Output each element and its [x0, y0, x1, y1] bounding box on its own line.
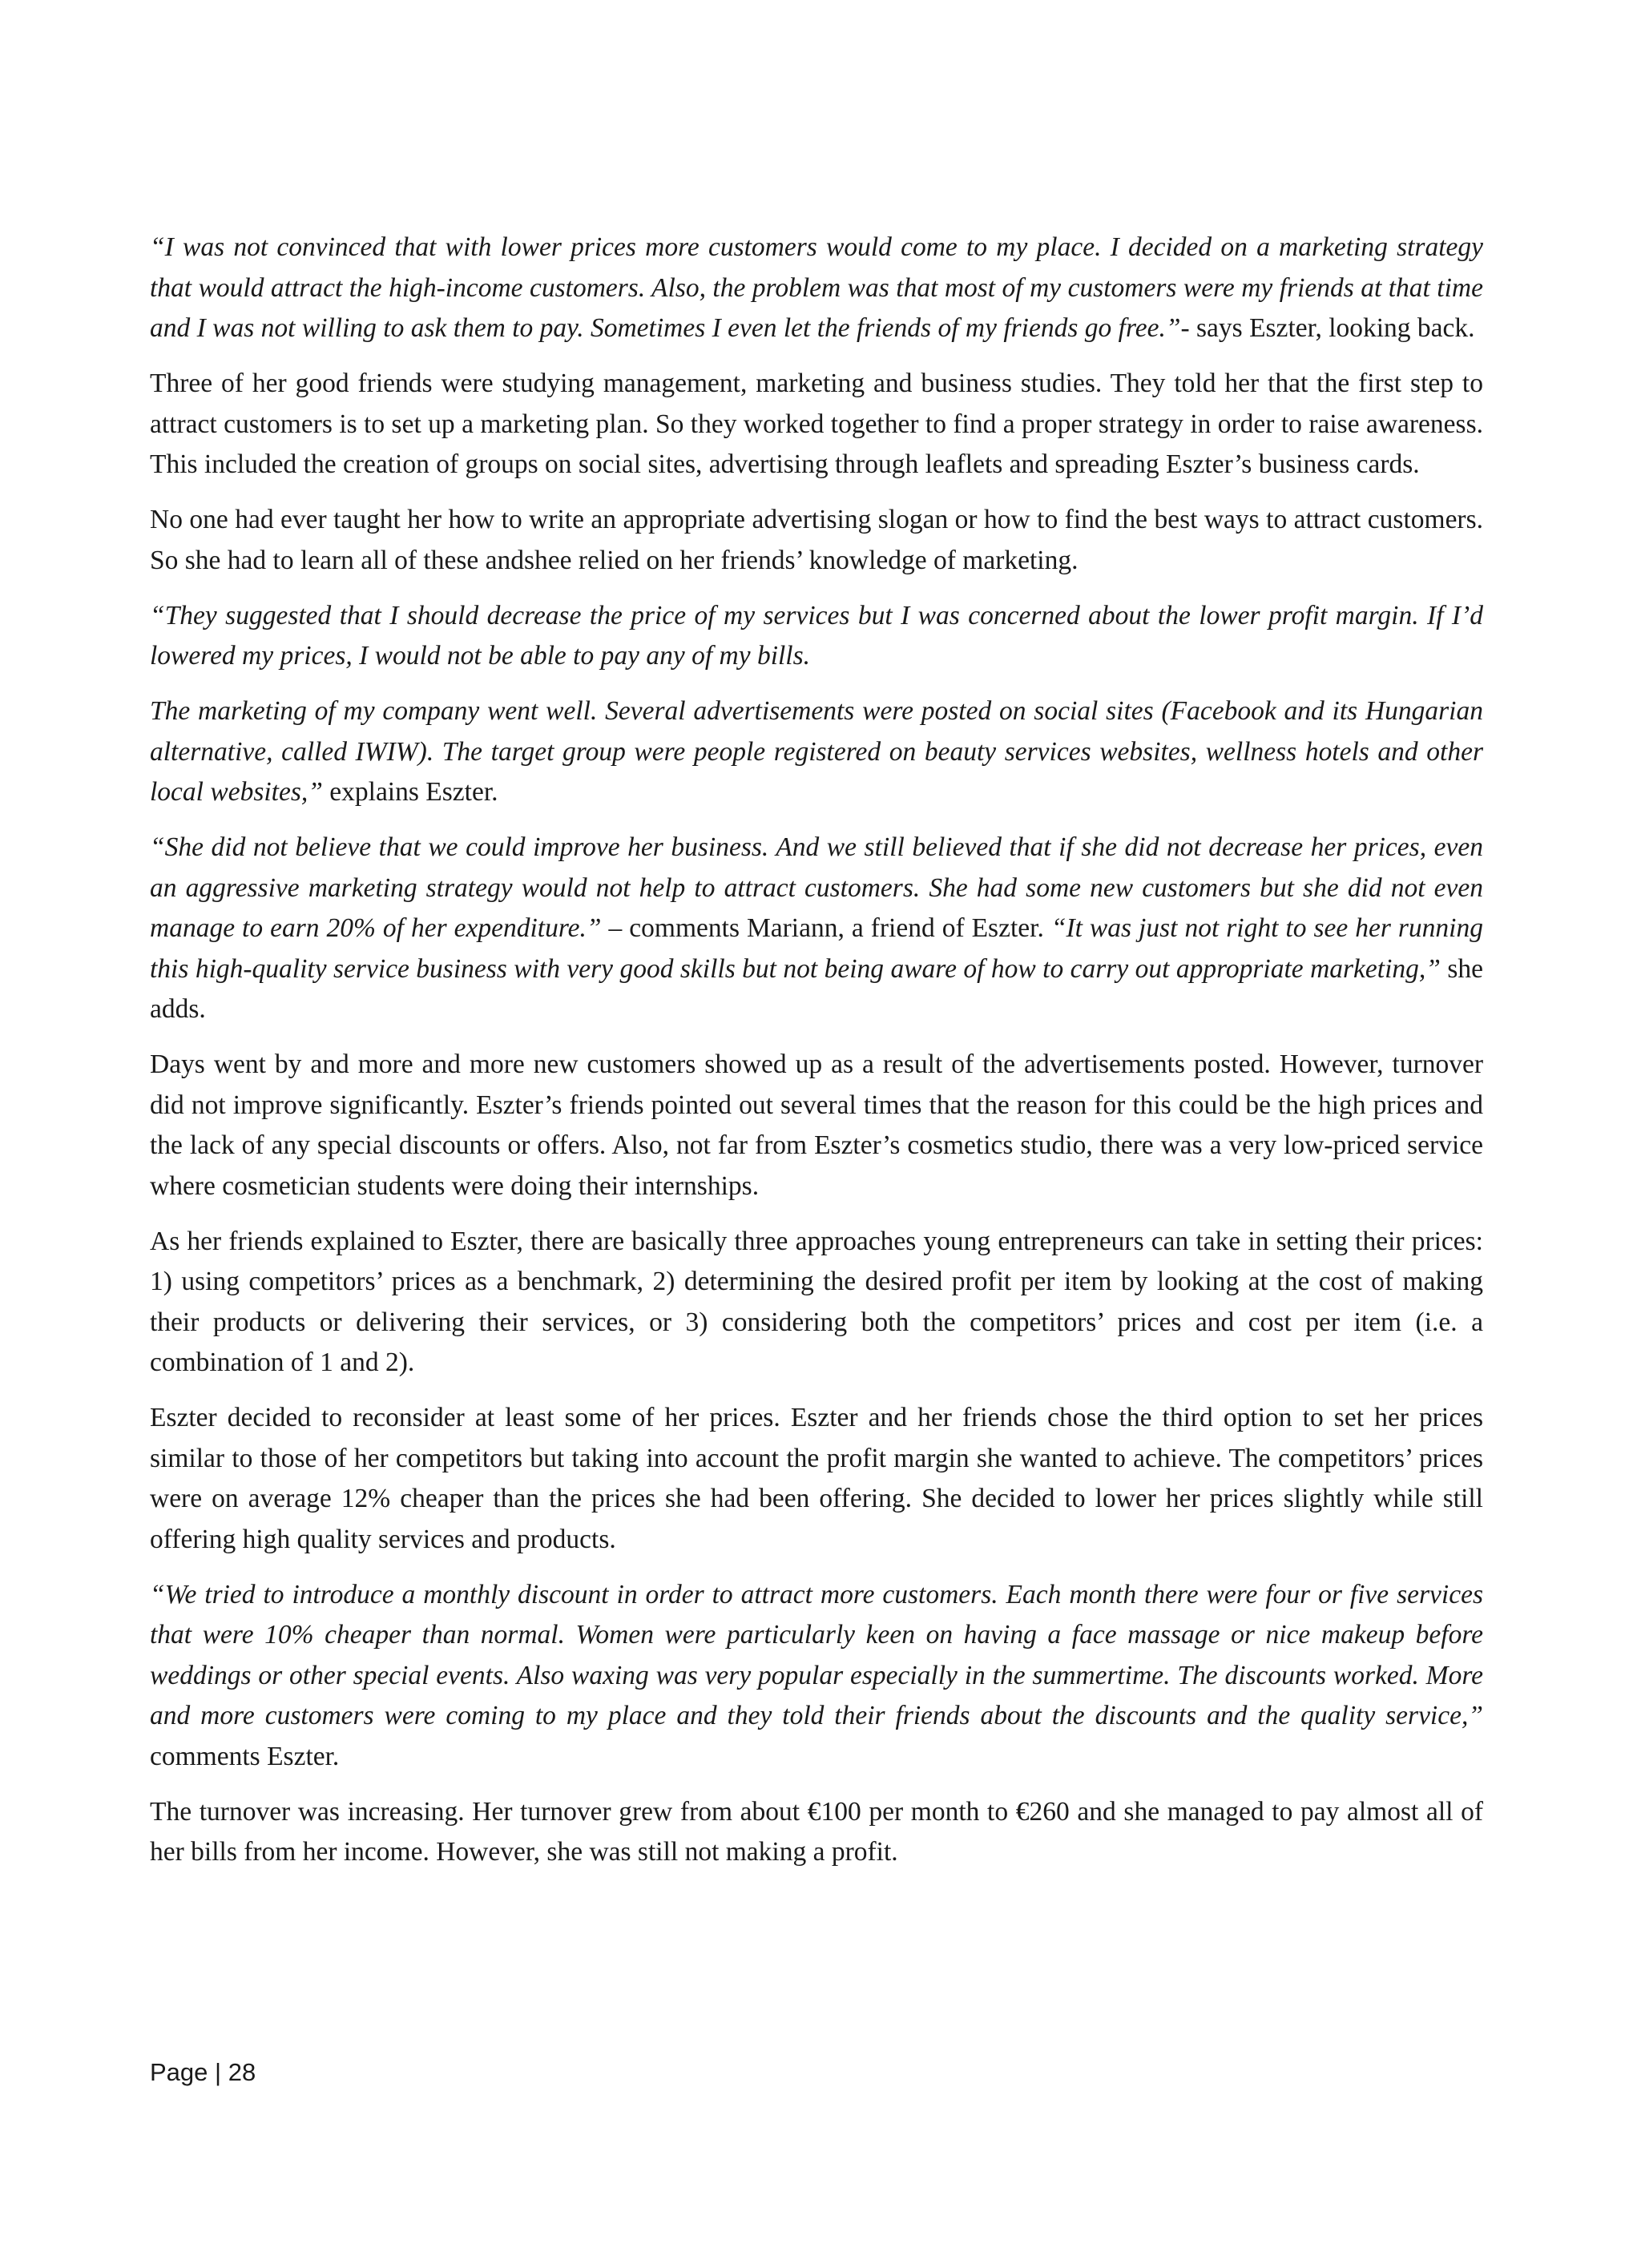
narration-text: Eszter decided to reconsider at least some of her prices. Eszter and her friends chose the third option to set her prices similar to those of her competitors but taking into account the profit margin she wanted to achieve. The competitors’ prices were on average 12% cheaper than the prices she had been offering. She decided to lower her prices slightly while still offering high quality services and products. [150, 1403, 1483, 1554]
narration-text: - says Eszter, looking back. [1180, 313, 1475, 343]
paragraph-1 [150, 228, 1483, 349]
paragraph-4 [150, 596, 1483, 677]
narration-text: – comments Mariann, a friend of Eszter. [601, 913, 1051, 943]
quote-text: “I was not convinced that with lower prices more customers would come to my place. I decided on a marketing strategy that would attract the high-income customers. Also, the problem was that most of my customers were my friends at that time and I was not willing to ask them to pay. Sometimes I even let the friends of my friends go free.” [150, 232, 1483, 343]
narration-text: she adds. [150, 953, 1484, 1024]
narration-text: The turnover was increasing. Her turnover grew from about €100 per month to €260 and she managed to pay almost all of her bills from her income. However, she was still not making a profit. [150, 1796, 1483, 1867]
quote-text: “It was just not right to see her running this high-quality service business with very good skills but not being aware of how to carry out appropriate marketing,” [150, 913, 1483, 984]
paragraph-8 [150, 1222, 1483, 1384]
page-footer [150, 2057, 256, 2089]
body-text [150, 228, 1483, 1887]
narration-text: comments Eszter. [150, 1741, 340, 1771]
page-label: Page [150, 2058, 208, 2086]
narration-text: Days went by and more and more new customers showed up as a result of the advertisements posted. However, turnover did not improve significantly. Eszter’s friends pointed out several times that the reason for this could be the high prices and the lack of any special discounts or offers. Also, not far from Eszter’s cosmetics studio, there was a very low-priced service where cosmetician students were doing their internships. [150, 1049, 1483, 1201]
quote-text: “They suggested that I should decrease the price of my services but I was concerned about the lower profit margin. If I’d lowered my prices, I would not be able to pay any of my bills. [150, 600, 1483, 671]
narration-text: explains Eszter. [322, 777, 498, 807]
paragraph-9 [150, 1398, 1483, 1560]
narration-text: Three of her good friends were studying management, marketing and business studies. They told her that the first step to attract customers is to set up a marketing plan. So they worked together to find a proper strategy in order to raise awareness. This included the creation of groups on social sites, advertising through leaflets and spreading Eszter’s business cards. [150, 369, 1483, 479]
paragraph-11 [150, 1792, 1483, 1873]
paragraph-5 [150, 691, 1483, 813]
page-number: 28 [228, 2058, 256, 2086]
page-separator: | [215, 2058, 222, 2086]
quote-text: “We tried to introduce a monthly discount in order to attract more customers. Each month there were four or five services that were 10% cheaper than normal. Women were particularly keen on having a face massage or nice makeup before weddings or other special events. Also waxing was very popular especially in the summertime. The discounts worked. More and more customers were coming to my place and they told their friends about the discounts and the quality service,” [150, 1579, 1483, 1730]
paragraph-6 [150, 828, 1483, 1030]
quote-text: The marketing of my company went well. Several advertisements were posted on social sites (Facebook and its Hungarian alternative, called IWIW). The target group were people registered on beauty services websites, wellness hotels and other local websites,” [150, 696, 1483, 807]
quote-text: “She did not believe that we could improve her business. And we still believed that if she did not decrease her prices, even an aggressive marketing strategy would not help to attract customers. She had some new customers but she did not even manage to earn 20% of her expenditure.” [150, 832, 1483, 943]
paragraph-10 [150, 1575, 1483, 1778]
narration-text: No one had ever taught her how to write an appropriate advertising slogan or how to find the best ways to attract customers. So she had to learn all of these andshee relied on her friends’ knowledge of marketing. [150, 505, 1483, 575]
paragraph-3 [150, 500, 1483, 581]
narration-text: As her friends explained to Eszter, there are basically three approaches young entrepreneurs can take in setting their prices: 1) using competitors’ prices as a benchmark, 2) determining the desired profit per item by looking at the cost of making their products or delivering their services, or 3) considering both the competitors’ prices and cost per item (i.e. a combination of 1 and 2). [150, 1226, 1483, 1377]
paragraph-7 [150, 1045, 1483, 1207]
paragraph-2 [150, 364, 1483, 485]
